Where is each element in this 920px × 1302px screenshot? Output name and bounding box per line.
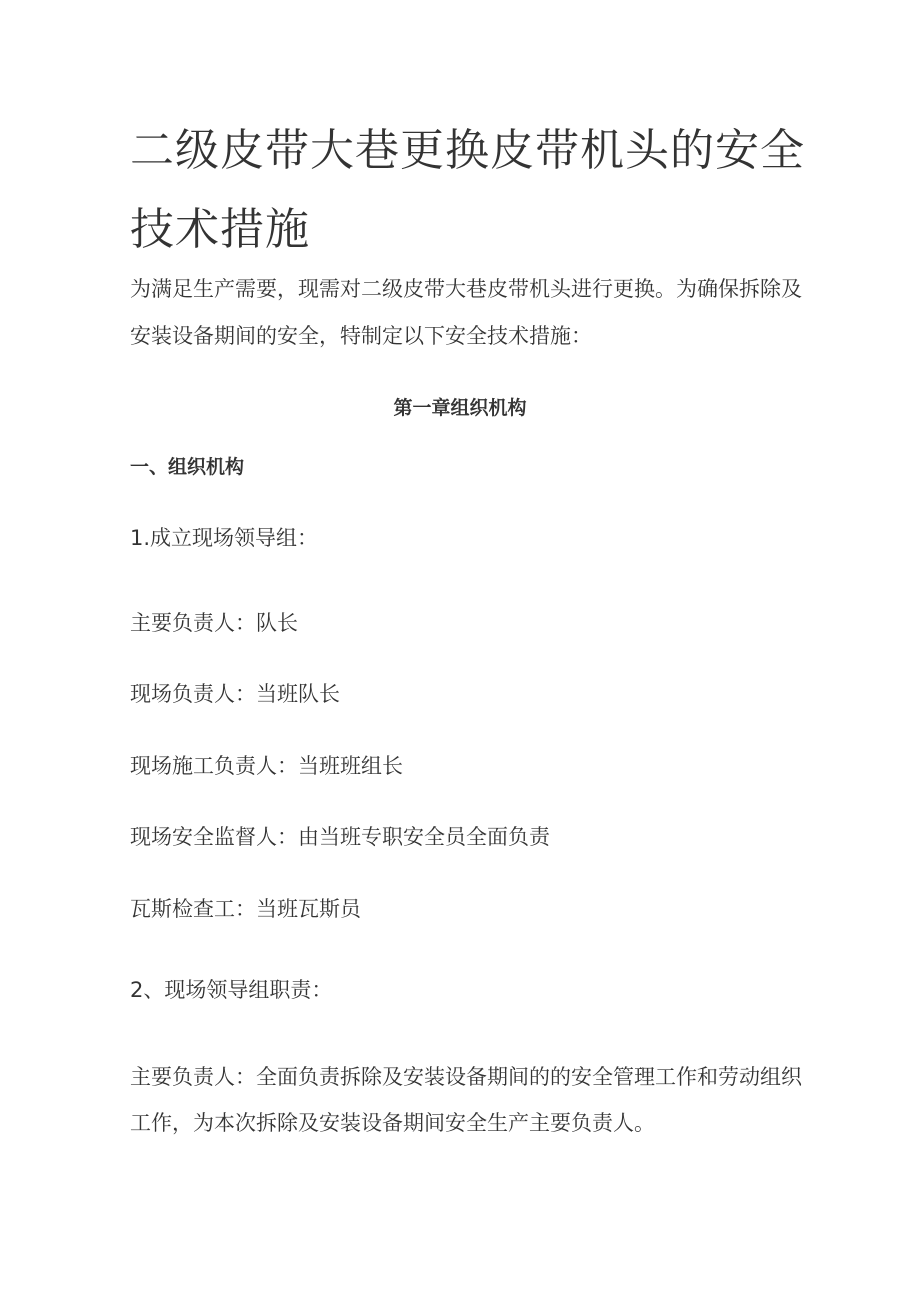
intro-paragraph-line-1: 为满足生产需要，现需对二级皮带大巷皮带机头进行更换。为确保拆除及	[130, 277, 802, 301]
duty-paragraph-line-2: 工作，为本次拆除及安装设备期间安全生产主要负责人。	[130, 1111, 655, 1135]
role-line: 现场安全监督人：由当班专职安全员全面负责	[130, 825, 550, 849]
intro-paragraph-line-2: 安装设备期间的安全，特制定以下安全技术措施：	[130, 324, 592, 348]
role-line: 瓦斯检查工：当班瓦斯员	[130, 897, 361, 921]
chapter-heading: 第一章组织机构	[393, 397, 527, 419]
list-item-2: 2、现场领导组职责：	[130, 978, 333, 1002]
document-title-line-1: 二级皮带大巷更换皮带机头的安全	[130, 125, 805, 176]
section-heading: 一、组织机构	[130, 456, 245, 478]
list-item-1: 1.成立现场领导组：	[130, 526, 319, 550]
role-line: 现场负责人：当班队长	[130, 682, 340, 706]
duty-paragraph-line-1: 主要负责人：全面负责拆除及安装设备期间的的安全管理工作和劳动组织	[130, 1065, 802, 1089]
role-line: 现场施工负责人：当班班组长	[130, 754, 403, 778]
role-line: 主要负责人：队长	[130, 611, 298, 635]
document-title-line-2: 技术措施	[130, 204, 310, 255]
